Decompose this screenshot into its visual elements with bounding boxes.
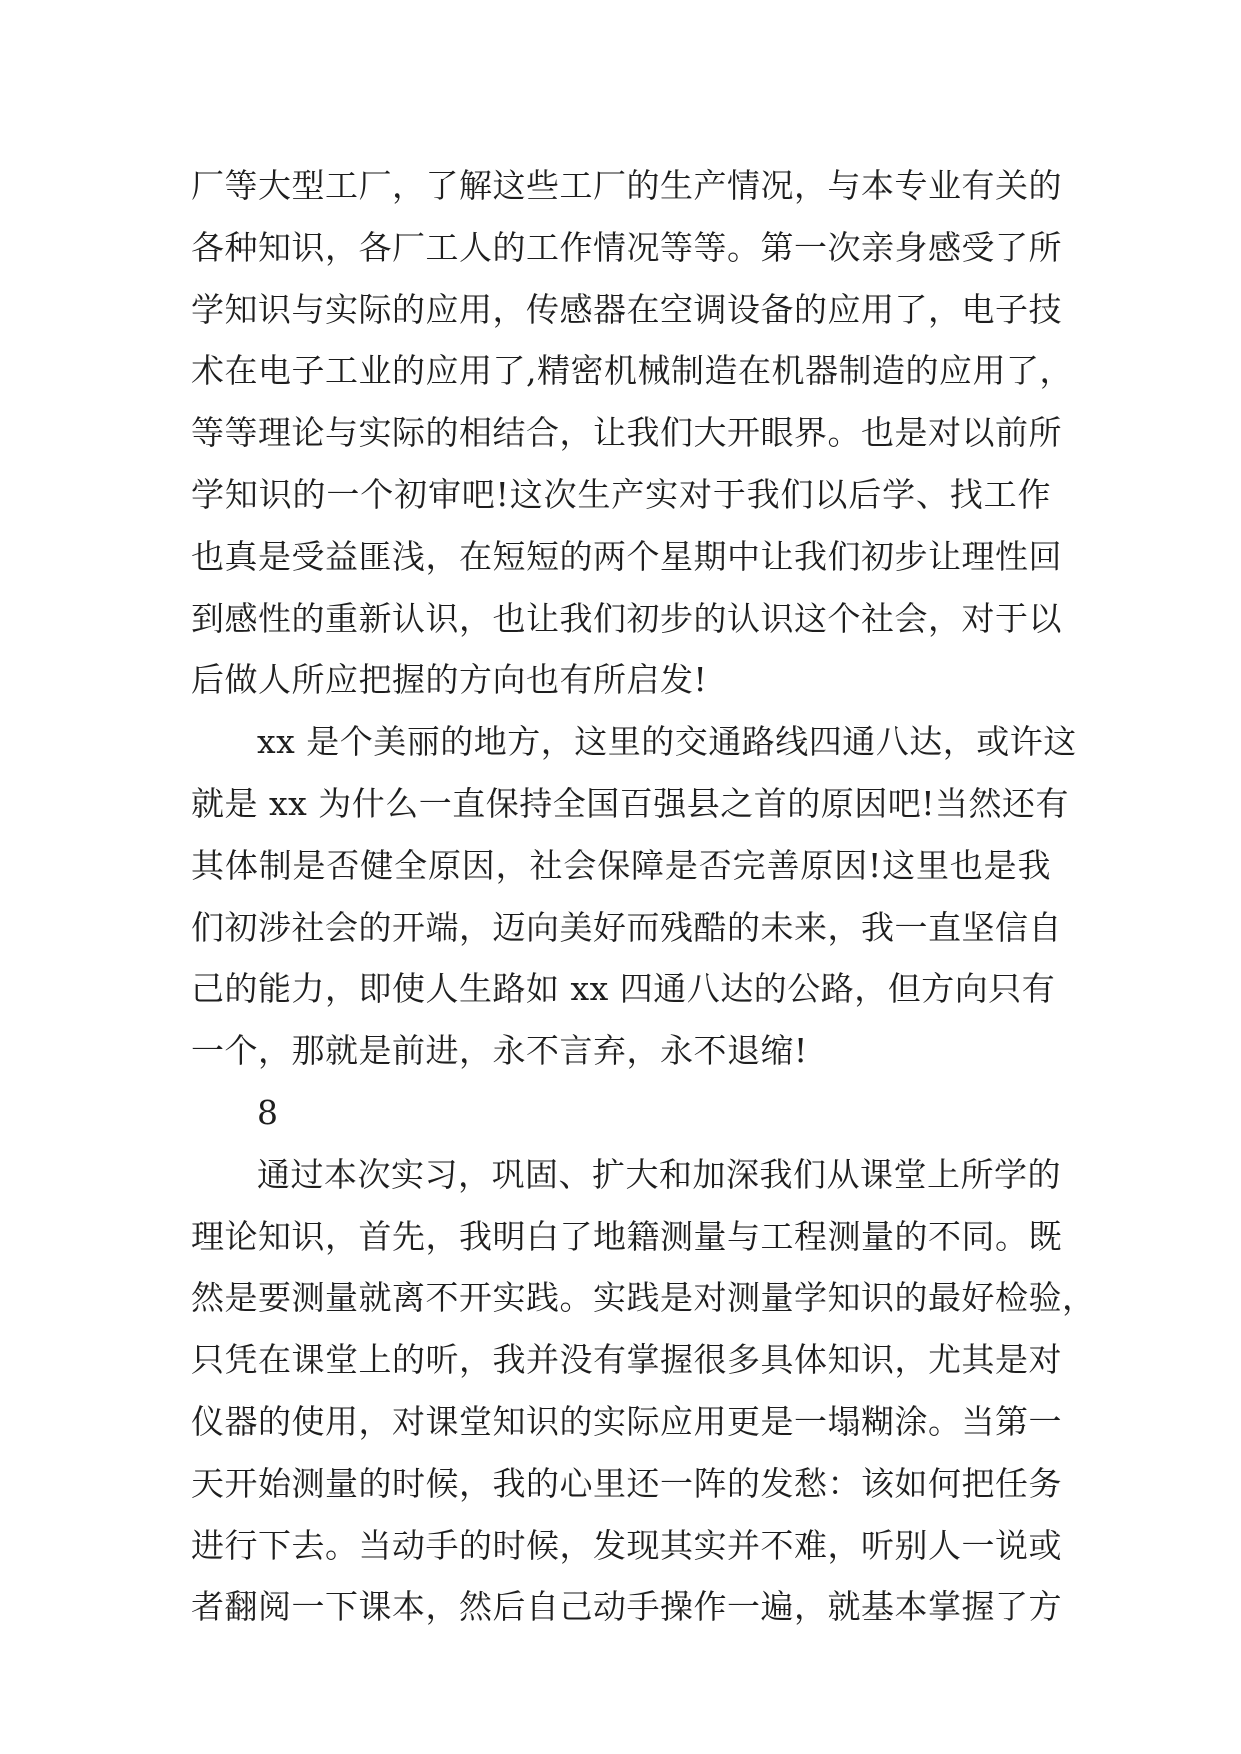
text-line: 者翻阅一下课本，然后自己动手操作一遍，就基本掌握了方	[191, 1587, 1062, 1627]
text-line: 到感性的重新认识，也让我们初步的认识这个社会，对于以	[191, 598, 1062, 638]
text-line: 就是 xx 为什么一直保持全国百强县之首的原因吧!当然还有	[191, 783, 1069, 823]
text-line: 术在电子工业的应用了,精密机械制造在机器制造的应用了，	[191, 351, 1073, 391]
text-line: 理论知识，首先，我明白了地籍测量与工程测量的不同。既	[191, 1216, 1062, 1256]
text-line: 各种知识，各厂工人的工作情况等等。第一次亲身感受了所	[191, 227, 1062, 267]
text-line: 其体制是否健全原因，社会保障是否完善原因!这里也是我	[191, 845, 1051, 885]
text-line: 仪器的使用，对课堂知识的实际应用更是一塌糊涂。当第一	[191, 1401, 1062, 1441]
paragraph	[191, 1144, 1096, 1638]
text-line: 等等理论与实际的相结合，让我们大开眼界。也是对以前所	[191, 413, 1062, 453]
text-line: 学知识与实际的应用，传感器在空调设备的应用了，电子技	[191, 289, 1062, 329]
text-line: 后做人所应把握的方向也有所启发!	[191, 660, 708, 700]
document-body	[191, 155, 1096, 1638]
section-number	[191, 1082, 1051, 1144]
text-line: 通过本次实习，巩固、扩大和加深我们从课堂上所学的	[257, 1154, 1061, 1194]
text-line: 学知识的一个初审吧!这次生产实对于我们以后学、找工作	[191, 474, 1051, 514]
text-line: 们初涉社会的开端，迈向美好而残酷的未来，我一直坚信自	[191, 907, 1062, 947]
text-line: 己的能力，即使人生路如 xx 四通八达的公路，但方向只有	[191, 969, 1056, 1009]
text-line: 也真是受益匪浅，在短短的两个星期中让我们初步让理性回	[191, 536, 1062, 576]
paragraph	[191, 711, 1077, 1082]
paragraph	[191, 155, 1073, 711]
text-line: 然是要测量就离不开实践。实践是对测量学知识的最好检验，	[191, 1278, 1096, 1318]
text-line: 只凭在课堂上的听，我并没有掌握很多具体知识，尤其是对	[191, 1340, 1062, 1380]
text-line: 进行下去。当动手的时候，发现其实并不难，听别人一说或	[191, 1525, 1062, 1565]
section-number-text: 8	[257, 1092, 279, 1132]
text-line: 厂等大型工厂，了解这些工厂的生产情况，与本专业有关的	[191, 166, 1062, 205]
text-line: xx 是个美丽的地方，这里的交通路线四通八达，或许这	[257, 722, 1077, 762]
text-line: 一个，那就是前进，永不言弃，永不退缩!	[191, 1031, 808, 1071]
text-line: 天开始测量的时候，我的心里还一阵的发愁：该如何把任务	[191, 1463, 1062, 1503]
